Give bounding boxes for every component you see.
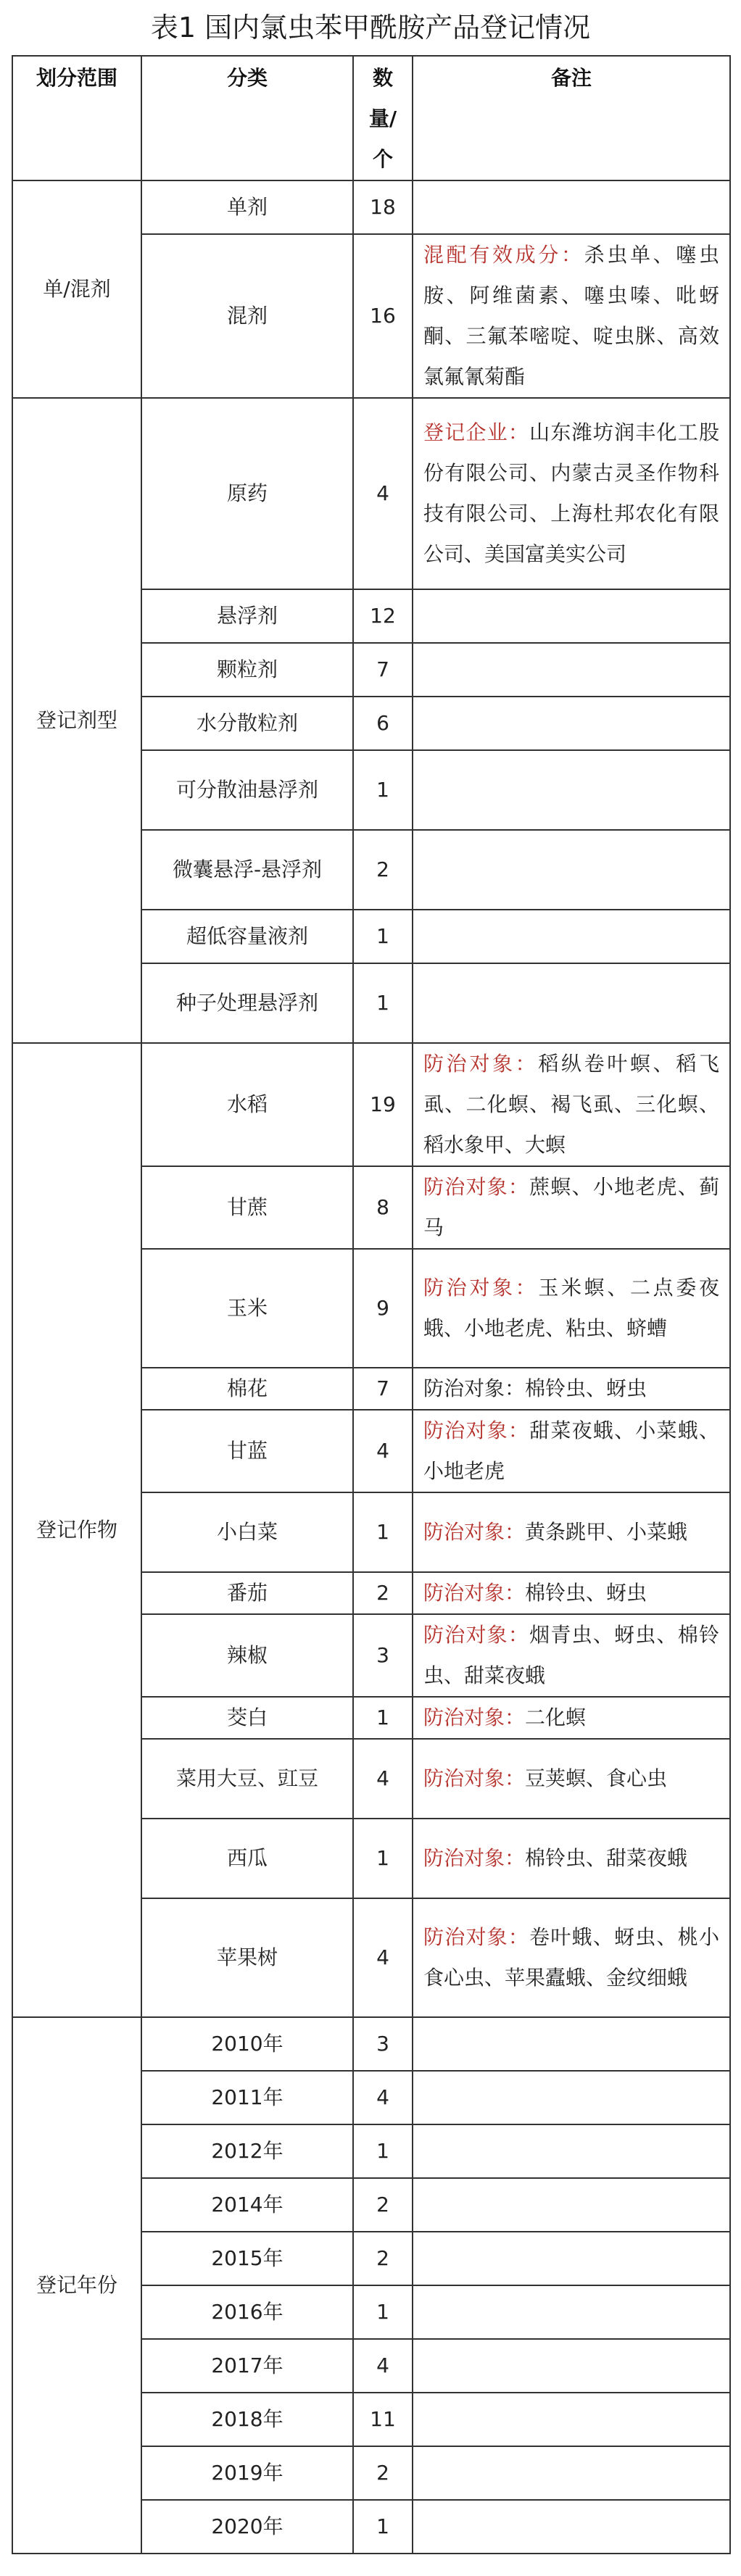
note-cell: [413, 1492, 730, 1572]
category-cell: 茭白: [141, 1697, 353, 1739]
note-cell: [413, 1819, 730, 1898]
count-cell: 1: [353, 2124, 413, 2178]
count-cell: 2: [353, 830, 413, 910]
note-cell: [413, 1739, 730, 1819]
count-cell: 19: [353, 1043, 413, 1166]
note-cell: [413, 2285, 730, 2339]
category-cell: 微囊悬浮-悬浮剂: [141, 830, 353, 910]
category-cell: 2010年: [141, 2017, 353, 2071]
header-category: 分类: [141, 56, 353, 180]
count-cell: 7: [353, 1368, 413, 1410]
note-cell: [413, 910, 730, 963]
note-cell: [413, 2017, 730, 2071]
note-cell: [413, 1572, 730, 1614]
count-cell: 18: [353, 180, 413, 234]
count-cell: 1: [353, 750, 413, 830]
note-label: 防治对象：: [423, 1418, 530, 1442]
count-cell: 6: [353, 697, 413, 750]
note-label: 防治对象：: [423, 1705, 526, 1729]
note-text: 二化螟: [525, 1705, 587, 1729]
note-cell: [413, 234, 730, 398]
note-cell: [413, 643, 730, 697]
note-text: 棉铃虫、甜菜夜蛾: [525, 1846, 688, 1870]
note-label: 防治对象：: [423, 1766, 526, 1790]
category-cell: 2018年: [141, 2393, 353, 2446]
category-cell: 水分散粒剂: [141, 697, 353, 750]
category-cell: 2012年: [141, 2124, 353, 2178]
category-cell: 2020年: [141, 2500, 353, 2554]
count-cell: 4: [353, 2339, 413, 2393]
note-label: 防治对象：: [423, 1581, 526, 1605]
count-cell: 3: [353, 1614, 413, 1697]
note-text: 烟青虫、蚜虫、棉铃虫、甜菜夜蛾: [423, 1623, 719, 1687]
note-cell: [413, 398, 730, 589]
count-cell: 1: [353, 910, 413, 963]
category-cell: 棉花: [141, 1368, 353, 1410]
note-cell: [413, 1043, 730, 1166]
category-cell: 水稻: [141, 1043, 353, 1166]
count-cell: 3: [353, 2017, 413, 2071]
note-label: 防治对象：: [423, 1925, 530, 1949]
note-cell: [413, 2178, 730, 2232]
note-cell: [413, 830, 730, 910]
note-text: 豆荚螟、食心虫: [525, 1766, 668, 1790]
category-cell: 西瓜: [141, 1819, 353, 1898]
note-cell: [413, 1166, 730, 1249]
note-text: 蔗螟、小地老虎、蓟马: [423, 1175, 719, 1239]
count-cell: 16: [353, 234, 413, 398]
table-body: [12, 180, 730, 2554]
note-text: 棉铃虫、蚜虫: [525, 1581, 647, 1605]
category-cell: 2011年: [141, 2071, 353, 2124]
category-cell: 菜用大豆、豇豆: [141, 1739, 353, 1819]
range-cell: 登记作物: [12, 1043, 141, 2017]
count-cell: 1: [353, 1819, 413, 1898]
category-cell: 2015年: [141, 2232, 353, 2285]
count-cell: 9: [353, 1249, 413, 1368]
note-label: 防治对象：: [423, 1276, 539, 1300]
note-text: 黄条跳甲、小菜蛾: [525, 1520, 688, 1544]
count-cell: 1: [353, 2285, 413, 2339]
note-text: 卷叶蛾、蚜虫、桃小食心虫、苹果蠹蛾、金纹细蛾: [423, 1925, 719, 1990]
category-cell: 玉米: [141, 1249, 353, 1368]
note-cell: [413, 2232, 730, 2285]
category-cell: 甘蔗: [141, 1166, 353, 1249]
count-cell: 7: [353, 643, 413, 697]
note-text: 防治对象：棉铃虫、蚜虫: [423, 1376, 647, 1400]
note-cell: [413, 1249, 730, 1368]
count-cell: 1: [353, 1492, 413, 1572]
header-range: 划分范围: [12, 56, 141, 180]
count-cell: 1: [353, 1697, 413, 1739]
range-cell: 单/混剂: [12, 180, 141, 398]
note-label: 防治对象：: [423, 1520, 526, 1544]
count-cell: 2: [353, 2232, 413, 2285]
note-label: 混配有效成分：: [423, 243, 584, 267]
note-label: 防治对象：: [423, 1846, 526, 1870]
category-cell: 2019年: [141, 2446, 353, 2500]
note-text: 玉米螟、二点委夜蛾、小地老虎、粘虫、蛴螬: [423, 1276, 719, 1340]
count-cell: 8: [353, 1166, 413, 1249]
header-note: 备注: [413, 56, 730, 180]
note-cell: [413, 750, 730, 830]
category-cell: 2014年: [141, 2178, 353, 2232]
note-cell: [413, 2393, 730, 2446]
count-cell: 4: [353, 1739, 413, 1819]
note-cell: [413, 1614, 730, 1697]
category-cell: 超低容量液剂: [141, 910, 353, 963]
count-cell: 4: [353, 1410, 413, 1492]
count-cell: 1: [353, 2500, 413, 2554]
note-text: 山东潍坊润丰化工股份有限公司、内蒙古灵圣作物科技有限公司、上海杜邦农化有限公司、美国富美实公司: [423, 420, 719, 566]
category-cell: 单剂: [141, 180, 353, 234]
table-row: [12, 2017, 730, 2071]
category-cell: 混剂: [141, 234, 353, 398]
note-cell: [413, 2339, 730, 2393]
note-cell: [413, 963, 730, 1043]
note-label: 防治对象：: [423, 1175, 530, 1199]
note-label: 防治对象：: [423, 1623, 530, 1647]
category-cell: 2017年: [141, 2339, 353, 2393]
count-cell: 12: [353, 589, 413, 643]
range-cell: 登记年份: [12, 2017, 141, 2554]
note-cell: [413, 1697, 730, 1739]
count-cell: 11: [353, 2393, 413, 2446]
category-cell: 可分散油悬浮剂: [141, 750, 353, 830]
table-row: [12, 1043, 730, 1166]
category-cell: 小白菜: [141, 1492, 353, 1572]
table-header-row: [12, 56, 730, 180]
note-cell: [413, 1410, 730, 1492]
note-cell: [413, 589, 730, 643]
note-text: 杀虫单、噻虫胺、阿维菌素、噻虫嗪、吡蚜酮、三氟苯嘧啶、啶虫脒、高效氯氟氰菊酯: [423, 243, 719, 389]
count-cell: 2: [353, 2446, 413, 2500]
note-cell: [413, 1898, 730, 2017]
table-row: [12, 180, 730, 234]
note-cell: [413, 2071, 730, 2124]
count-cell: 2: [353, 1572, 413, 1614]
note-cell: [413, 2500, 730, 2554]
category-cell: 种子处理悬浮剂: [141, 963, 353, 1043]
category-cell: 甘蓝: [141, 1410, 353, 1492]
category-cell: 悬浮剂: [141, 589, 353, 643]
note-label: 登记企业：: [423, 420, 530, 444]
header-count: 数量/个: [353, 56, 413, 180]
category-cell: 番茄: [141, 1572, 353, 1614]
count-cell: 1: [353, 963, 413, 1043]
category-cell: 颗粒剂: [141, 643, 353, 697]
registration-table: [12, 55, 731, 2554]
note-text: 甜菜夜蛾、小菜蛾、小地老虎: [423, 1418, 719, 1483]
note-cell: [413, 2446, 730, 2500]
note-cell: [413, 2124, 730, 2178]
page-title: 表1 国内氯虫苯甲酰胺产品登记情况: [150, 12, 591, 43]
note-cell: [413, 1368, 730, 1410]
note-cell: [413, 697, 730, 750]
category-cell: 原药: [141, 398, 353, 589]
category-cell: 2016年: [141, 2285, 353, 2339]
table-row: [12, 398, 730, 589]
note-text: 稻纵卷叶螟、稻飞虱、二化螟、褐飞虱、三化螟、稻水象甲、大螟: [423, 1052, 719, 1157]
count-cell: 4: [353, 398, 413, 589]
category-cell: 辣椒: [141, 1614, 353, 1697]
count-cell: 2: [353, 2178, 413, 2232]
range-cell: 登记剂型: [12, 398, 141, 1043]
note-cell: [413, 180, 730, 234]
note-label: 防治对象：: [423, 1052, 539, 1076]
count-cell: 4: [353, 2071, 413, 2124]
count-cell: 4: [353, 1898, 413, 2017]
category-cell: 苹果树: [141, 1898, 353, 2017]
